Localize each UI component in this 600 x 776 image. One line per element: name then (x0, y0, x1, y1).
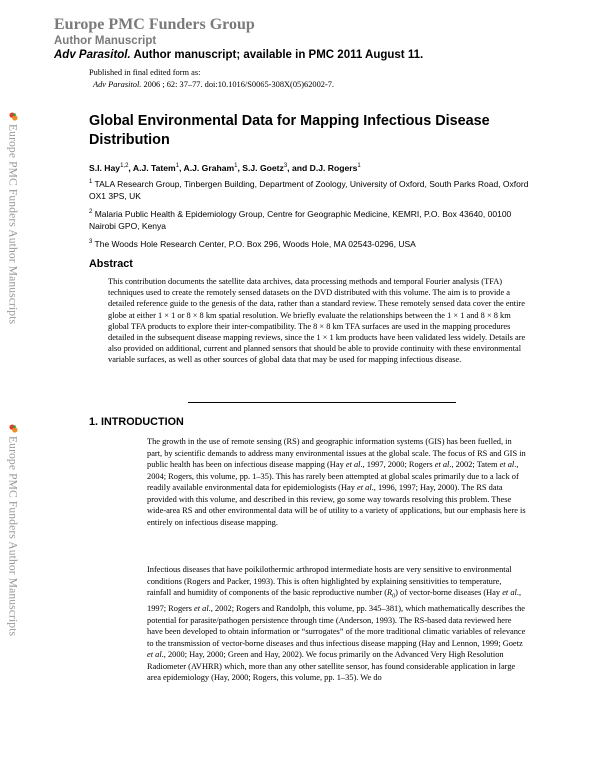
author-name: A.J. Tatem (132, 162, 176, 173)
published-label: Published in final edited form as: (89, 68, 201, 77)
published-journal: Adv Parasitol. (93, 79, 142, 89)
author-name: S.J. Goetz (242, 162, 284, 173)
affiliation-2: $^2$ Malaria Public Health & Epidemiology Group, Centre for Geographic Medicine, KEMRI, P.O. Box 43640, 00100 Nairobi GPO, Kenya (89, 208, 512, 231)
journal-name: Adv Parasitol. (54, 49, 131, 61)
author-name: A.J. Graham (183, 162, 235, 173)
funders-group-title: Europe PMC Funders Group (54, 16, 255, 33)
header-banner (54, 16, 423, 63)
section-divider (188, 402, 456, 403)
europe-pmc-logo-icon (9, 424, 18, 433)
author-manuscript-label: Author Manuscript (54, 35, 157, 47)
abstract-heading: Abstract (89, 258, 133, 270)
intro-paragraph-1: The growth in the use of remote sensing (RS) and geographic information systems (GIS) has been fuelled, in part, by scientific demands to address many environmental issues at the global scale. The focus of RS and GIS in public health has been on infectious disease mapping (Hay et al., 1997, 2000; Rogers et al., 2002; Tatem et al., 2004; Rogers, this volume, pp. 1–35). This has rarely been attempted at global scales primarily due to a lack of readily available environmental data for epidemiologists (Hay et al., 1996, 1997; Hay, 2000). The RS data provided with this volume, and described in this review, go some way towards resolving this problem. These wide-area RS and other environmental data will be of utility to a variety of applications, but our emphasis here is entirely on infectious disease mapping. (147, 437, 526, 527)
citation-text: 2006 ; 62: 37–77. doi:10.1016/S0065-308X(05)62002-7. (141, 79, 335, 89)
author-name: D.J. Rogers (309, 162, 358, 173)
author-affiliation-marker: 1 (357, 163, 361, 169)
sidebar-text: Europe PMC Funders Author Manuscripts (6, 124, 20, 325)
sidebar-watermark-top (3, 112, 23, 324)
europe-pmc-logo-icon (9, 112, 18, 121)
availability-text: Author manuscript; available in PMC 2011 August 11. (130, 49, 424, 61)
affiliation-3: $^3$ The Woods Hole Research Center, P.O. Box 296, Woods Hole, MA 02543-0296, USA (89, 238, 416, 249)
abstract-body: This contribution documents the satellite data archives, data processing methods and temporal Fourier analysis (TFA) techniques used to create the remotely sensed datasets on the DVD distributed with this volume. The aim is to provide a detailed reference guide to the genesis of the data, rather than a standard review. These remotely sensed data cover the entire globe at either 1 × 1 or 8 × 8 km spatial resolution. We briefly evaluate the relationships between the 1 × 1 and 8 × 8 km global TFA products to explore their inter-compatibility. The 8 × 8 km TFA surfaces are used in the mapping procedures detailed in the subsequent disease mapping reviews, since the 1 × 1 km products have been validated less widely. Details are also provided on additional, current and planned sensors that should be able to provide continuity with these environmental variable surfaces, as well as other sources of global data that may be used for mapping infectious disease. (108, 277, 526, 365)
author-affiliation-marker: 1 (175, 163, 180, 169)
intro-paragraph-2: Infectious diseases that have poikilothermic arthropod intermediate hosts are very sensitive to environmental conditions (Rogers and Packer, 1993). This is often highlighted by explaining sensitivities to temperature, rainfall and humidity of components of the basic reproductive number $(R_0)$ of vector-borne diseases (Hay et al., 1997; Rogers et al., 2002; Rogers and Randolph, this volume, pp. 345–381), which mathematically describes the potential for parasite/pathogen persistence through time (Anderson, 1993). The RS-based data reviewed here have been developed to obtain information or “surrogates” of the more traditional climatic variables of relevance to the transmission of vector-borne diseases and thus infectious disease mapping (Hay and Lennon, 1999; Goetz et al., 2000; Hay, 2000; Green and Hay, 2002). We focus primarily on the Advanced Very High Resolution Radiometer (AVHRR) which, more than any other satellite sensor, has found considerable application in large area epidemiology (Hay, 2000; Rogers, this volume, pp. 1–35). We do (147, 565, 526, 683)
author-list: S.I. Hay$^{1,2}$, A.J. Tatem$^1$, A.J. Graham$^1$, S.J. Goetz$^3$, and D.J. Rogers$^1$ (89, 162, 361, 173)
published-citation (89, 79, 334, 91)
author-affiliation-marker: 1 (234, 163, 238, 169)
author-affiliation-marker: 1,2 (120, 163, 129, 169)
author-name: S.I. Hay (89, 162, 121, 173)
paper-title: Global Environmental Data for Mapping Infectious Disease Distribution (89, 113, 490, 148)
introduction-heading: 1. INTRODUCTION (89, 416, 184, 428)
journal-availability (54, 48, 423, 63)
sidebar-watermark-bottom (3, 424, 23, 636)
sidebar-text: Europe PMC Funders Author Manuscripts (6, 436, 20, 637)
published-info (89, 67, 334, 90)
affiliation-1: $^1$ TALA Research Group, Tinbergen Building, Department of Zoology, University of Oxford, South Parks Road, Oxford OX1 3PS, UK (89, 178, 529, 201)
author-affiliation-marker: 3 (283, 163, 288, 169)
